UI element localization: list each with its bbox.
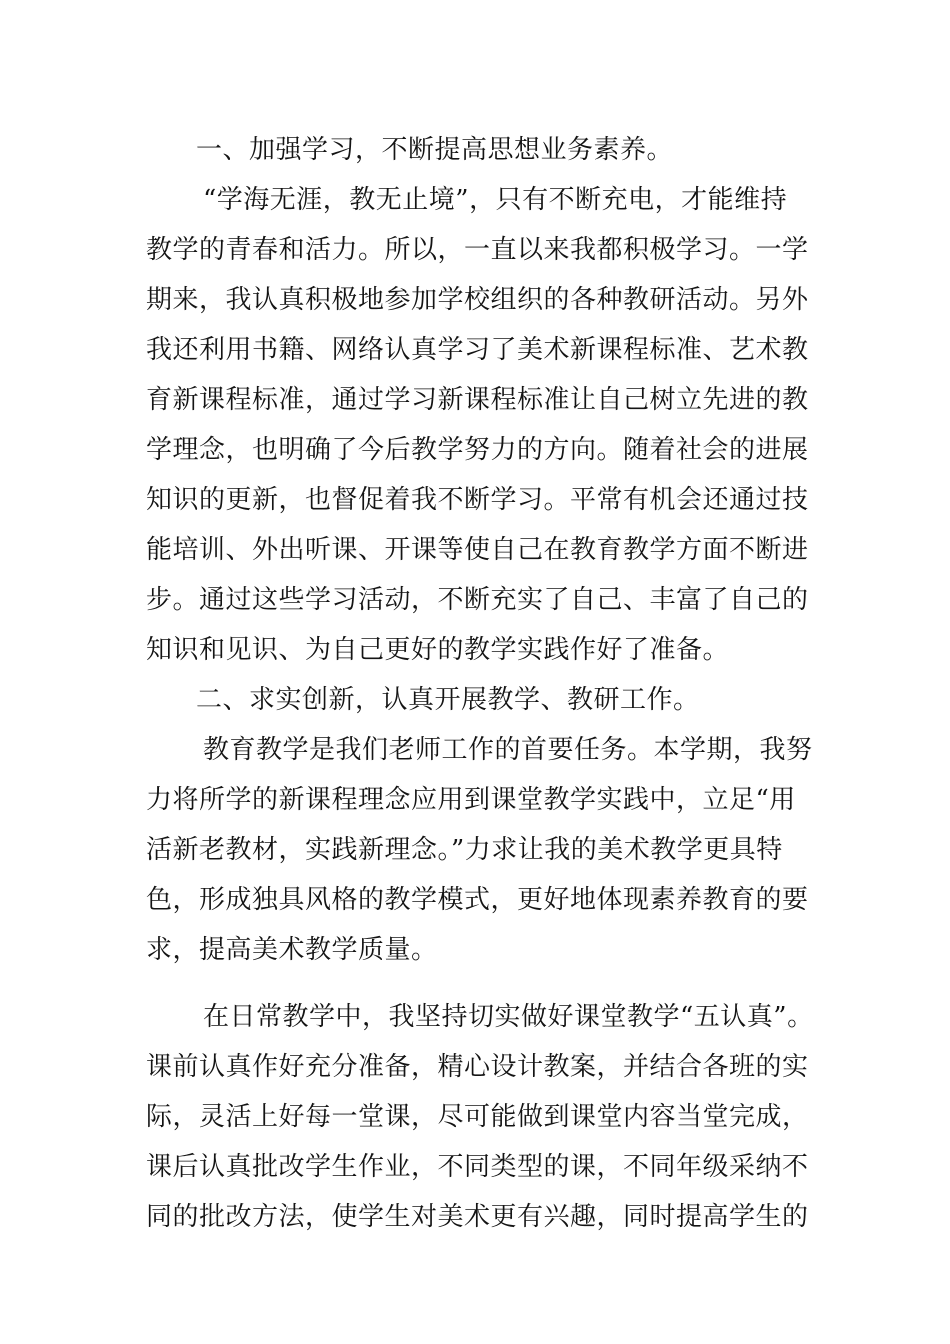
paragraph-line: 活新老教材，实践新理念。”力求让我的美术教学更具特 (146, 835, 783, 865)
paragraph-line: 色，形成独具风格的教学模式，更好地体现素养教育的要 (146, 885, 809, 915)
section-heading-1: 一、加强学习，不断提高思想业务素养。 (196, 135, 674, 165)
paragraph-line: 在日常教学中，我坚持切实做好课堂教学“五认真”。 (203, 1002, 814, 1032)
paragraph-line: 学理念，也明确了今后教学努力的方向。随着社会的进展 (146, 435, 809, 465)
paragraph-line: 期来，我认真积极地参加学校组织的各种教研活动。另外 (146, 285, 809, 315)
paragraph-line: 我还利用书籍、网络认真学习了美术新课程标准、艺术教 (146, 335, 809, 365)
paragraph-line: 能培训、外出听课、开课等使自己在教育教学方面不断进 (146, 535, 809, 565)
paragraph-line: 际，灵活上好每一堂课，尽可能做到课堂内容当堂完成， (146, 1102, 809, 1132)
paragraph-line: 教学的青春和活力。所以，一直以来我都积极学习。一学 (146, 235, 809, 265)
paragraph-line: 课前认真作好充分准备，精心设计教案，并结合各班的实 (146, 1052, 809, 1082)
paragraph-line: 力将所学的新课程理念应用到课堂教学实践中，立足“用 (146, 785, 796, 815)
paragraph-line: 知识的更新，也督促着我不断学习。平常有机会还通过技 (146, 485, 809, 515)
paragraph-line: 知识和见识、为自己更好的教学实践作好了准备。 (146, 635, 730, 665)
paragraph-line: 育新课程标准，通过学习新课程标准让自己树立先进的教 (146, 385, 809, 415)
section-heading-2: 二、求实创新，认真开展教学、教研工作。 (196, 685, 700, 715)
paragraph-line: 课后认真批改学生作业，不同类型的课，不同年级采纳不 (146, 1152, 809, 1182)
paragraph-line: 步。通过这些学习活动，不断充实了自己、丰富了自己的 (146, 585, 809, 615)
paragraph-line: “学海无涯，教无止境”，只有不断充电，才能维持 (203, 185, 788, 215)
paragraph-line: 求，提高美术教学质量。 (146, 935, 438, 965)
paragraph-line: 同的批改方法，使学生对美术更有兴趣，同时提高学生的 (146, 1202, 809, 1232)
paragraph-line: 教育教学是我们老师工作的首要任务。本学期，我努 (203, 735, 813, 765)
